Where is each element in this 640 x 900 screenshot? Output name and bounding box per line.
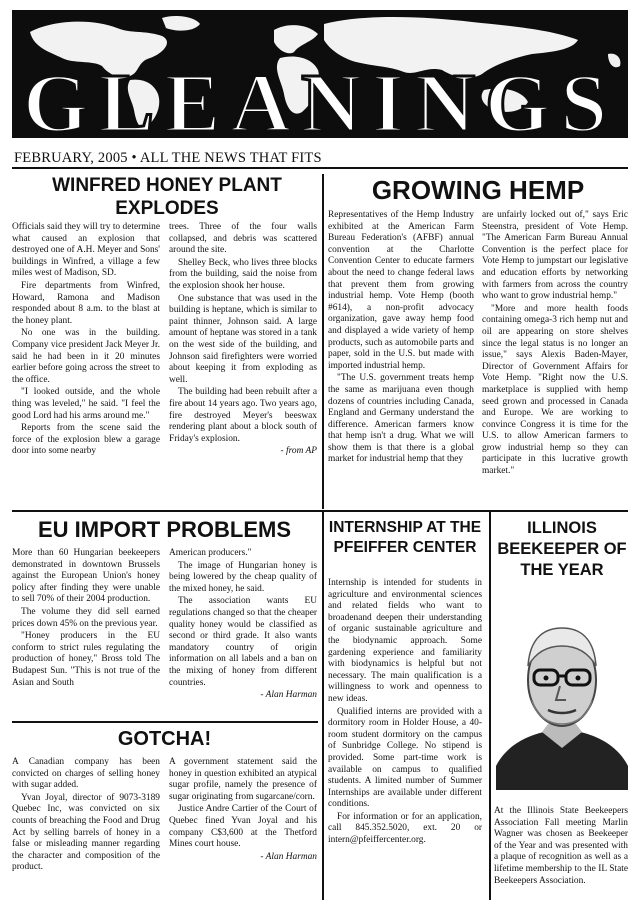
gotcha-col-1	[12, 757, 160, 875]
paragraph: Fire departments from Winfred, Howard, Ramona and Madison responded about 8 a.m. to the blast at the honey plant.	[12, 280, 160, 326]
paragraph: Qualified interns are provided with a dormitory room in Holder House, a 40-room student dormitory on the campus of Sunbridge College. No stipend is provided. Some part-time work is available on campus to qualified students. A limited number of Summer Internships are available under different conditions.	[328, 706, 482, 810]
internship-headline: INTERNSHIP AT THE PFEIFFER CENTER	[328, 519, 482, 556]
caption-text: At the Illinois State Beekeepers Association Fall meeting Marlin Wagner was chosen as Beekeeper of the Year and was presented with a plaque of recognition as well as a lifetime membership to the IL State Beekeepers Association.	[494, 806, 628, 886]
honey-plant-col-1	[12, 222, 160, 459]
hemp-col-1	[328, 210, 474, 467]
masthead-rule	[12, 167, 628, 169]
column-divider	[489, 512, 491, 900]
eu-import-col-1	[12, 548, 160, 690]
hemp-headline: GROWING HEMP	[371, 175, 585, 205]
beekeeper-headline: ILLINOIS BEEKEEPER OF THE YEAR	[497, 519, 627, 579]
honey-plant-col-2	[169, 222, 317, 458]
dateline: FEBRUARY, 2005 • ALL THE NEWS THAT FITS	[14, 150, 322, 166]
column-divider	[322, 174, 324, 509]
paragraph: American producers."	[169, 548, 252, 558]
paragraph: No one was in the building. Company vice president Jack Meyer Jr. said he had been in it 20 minutes earlier before going across the street to the office.	[12, 328, 160, 385]
paragraph: trees. Three of the four walls collapsed, and debris was scattered around the site.	[169, 222, 317, 256]
section-rule	[12, 721, 318, 723]
paragraph: The building had been rebuilt after a fire about 14 years ago. Two years ago, fire destroyed Meyer's beeswax rendering plant about a block south of Friday's explosion.	[169, 387, 317, 444]
paragraph: The association wants EU regulations changed so that the cheaper quality honey would be classified as second or third grade. It also wants mandatory country of origin information on all labels and a ban on the mixing of honey from different countries.	[169, 596, 317, 688]
paragraph: "More and more health foods containing omega-3 rich hemp nut and oil are appearing on store shelves since the legal status is no longer an issue," says Alexis Baden-Mayer, Director of Government Affairs for Vote Hemp. "Right now the U.S. marketplace is supplied with hemp seed grown and processed in Canada and Europe. We are working to convince Congress it is time for the U.S. to allow American farmers to grow industrial hemp so they can participate in this lucrative growth market."	[482, 303, 628, 477]
hemp-col-2	[482, 210, 628, 479]
masthead	[12, 10, 628, 138]
paragraph: Shelley Beck, who lives three blocks from the building, said the noise from the explosion shook her house.	[169, 257, 317, 291]
masthead-title: GLEANINGS	[22, 57, 618, 138]
gotcha-col-2	[169, 757, 317, 863]
column-divider	[322, 512, 324, 900]
byline: - from AP	[280, 446, 317, 457]
paragraph: "I looked outside, and the whole thing was leveled," he said. "I feel the good Lord had his arms around me."	[12, 387, 160, 421]
paragraph: are unfairly locked out of," says Eric Steenstra, president of Vote Hemp. "The American Farm Bureau Annual Convention is the perfect place for Vote Hemp to jumpstart our legislative and education efforts by networking with farmers from across the country who want to grow industrial hemp."	[482, 210, 628, 302]
beekeeper-caption	[494, 806, 628, 888]
paragraph: For information or for an application, call 845.352.5020, ext. 20 or intern@pfeiffercenter.org.	[328, 811, 482, 846]
internship-body	[328, 578, 482, 848]
byline: - Alan Harman	[260, 690, 317, 701]
paragraph: Officials said they will try to determine what caused an explosion that destroyed one of A.H. Meyer and Sons' buildings in Winfred, a village a few miles west of Madison, SD.	[12, 222, 160, 279]
paragraph: One substance that was used in the building is heptane, which is similar to paint thinner, Johnson said. A large amount of heptane was stored in a tank on the west side of the building, and Johnson said firefighters were worried about keeping it from exploding as well.	[169, 293, 317, 385]
byline: - Alan Harman	[260, 851, 317, 862]
gotcha-headline: GOTCHA!	[117, 728, 212, 750]
portrait-illustration	[496, 596, 628, 790]
paragraph: Justice Andre Cartier of the Court of Quebec fined Yvan Joyal and his company C$3,600 at the Thetford Mines court house.	[169, 804, 317, 850]
beekeeper-portrait-photo	[496, 596, 628, 790]
paragraph: Reports from the scene said the force of the explosion blew a garage door into some nearby	[12, 423, 160, 457]
honey-plant-headline: WINFRED HONEY PLANT EXPLODES	[52, 175, 282, 219]
paragraph: The volume they did sell earned prices down 45% on the previous year.	[12, 606, 160, 629]
eu-import-col-2	[169, 548, 317, 702]
paragraph: "The U.S. government treats hemp the same as marijuana even though dozens of countries including Canada, England and Germany understand the difference. American farmers know that hemp isn't a drug. What we will show them is that there is a global market for industrial hemp that they	[328, 373, 474, 465]
paragraph: The image of Hungarian honey is being lowered by the cheap quality of the mixed honey, he said.	[169, 560, 317, 594]
paragraph: "Honey producers in the EU conform to strict rules regulating the production of honey," Bross told The Budapest Sun. "This is not true of the Asian and South	[12, 631, 160, 688]
section-rule	[12, 510, 628, 512]
paragraph: Yvan Joyal, director of 9073-3189 Quebec Inc, was convicted on six counts of breaching the Food and Drug Act by selling barrels of honey in a false or misleading manner regarding the character and composition of the product.	[12, 792, 160, 873]
paragraph: A Canadian company has been convicted on charges of selling honey with sugar added.	[12, 757, 160, 791]
paragraph: More than 60 Hungarian beekeepers demonstrated in downtown Brussels against the European Union's honey policy after finding they were unable to sell 70% of their 2004 production.	[12, 548, 160, 605]
paragraph: A government statement said the honey in question exhibited an atypical sugar profile, namely the presence of sugar originating from sugarcane/corn.	[169, 757, 317, 802]
paragraph: Internship is intended for students in agriculture and environmental sciences and related fields who want to broadenand deepen their understanding of organic sustainable agriculture and the biodynamic approach. Some gardening experience and familiarity with biodynamics is helpful but not necessary. The main qualification is a willingness to work and openness to new ideas.	[328, 578, 482, 704]
eu-import-headline: EU IMPORT PROBLEMS	[37, 517, 291, 542]
paragraph: Representatives of the Hemp Industry exhibited at the American Farm Bureau Federation's (AFBF) annual convention at the Charlotte Convention Center to educate farmers about the need to change federal laws that prevent them from growing industrial hemp. Vote Hemp (booth #614), a non-profit advocacy organization, gave away hemp food and displayed a wide variety of hemp products, such as automobile parts and paper, sold in the U.S. but made with imported industrial hemp.	[328, 210, 474, 371]
